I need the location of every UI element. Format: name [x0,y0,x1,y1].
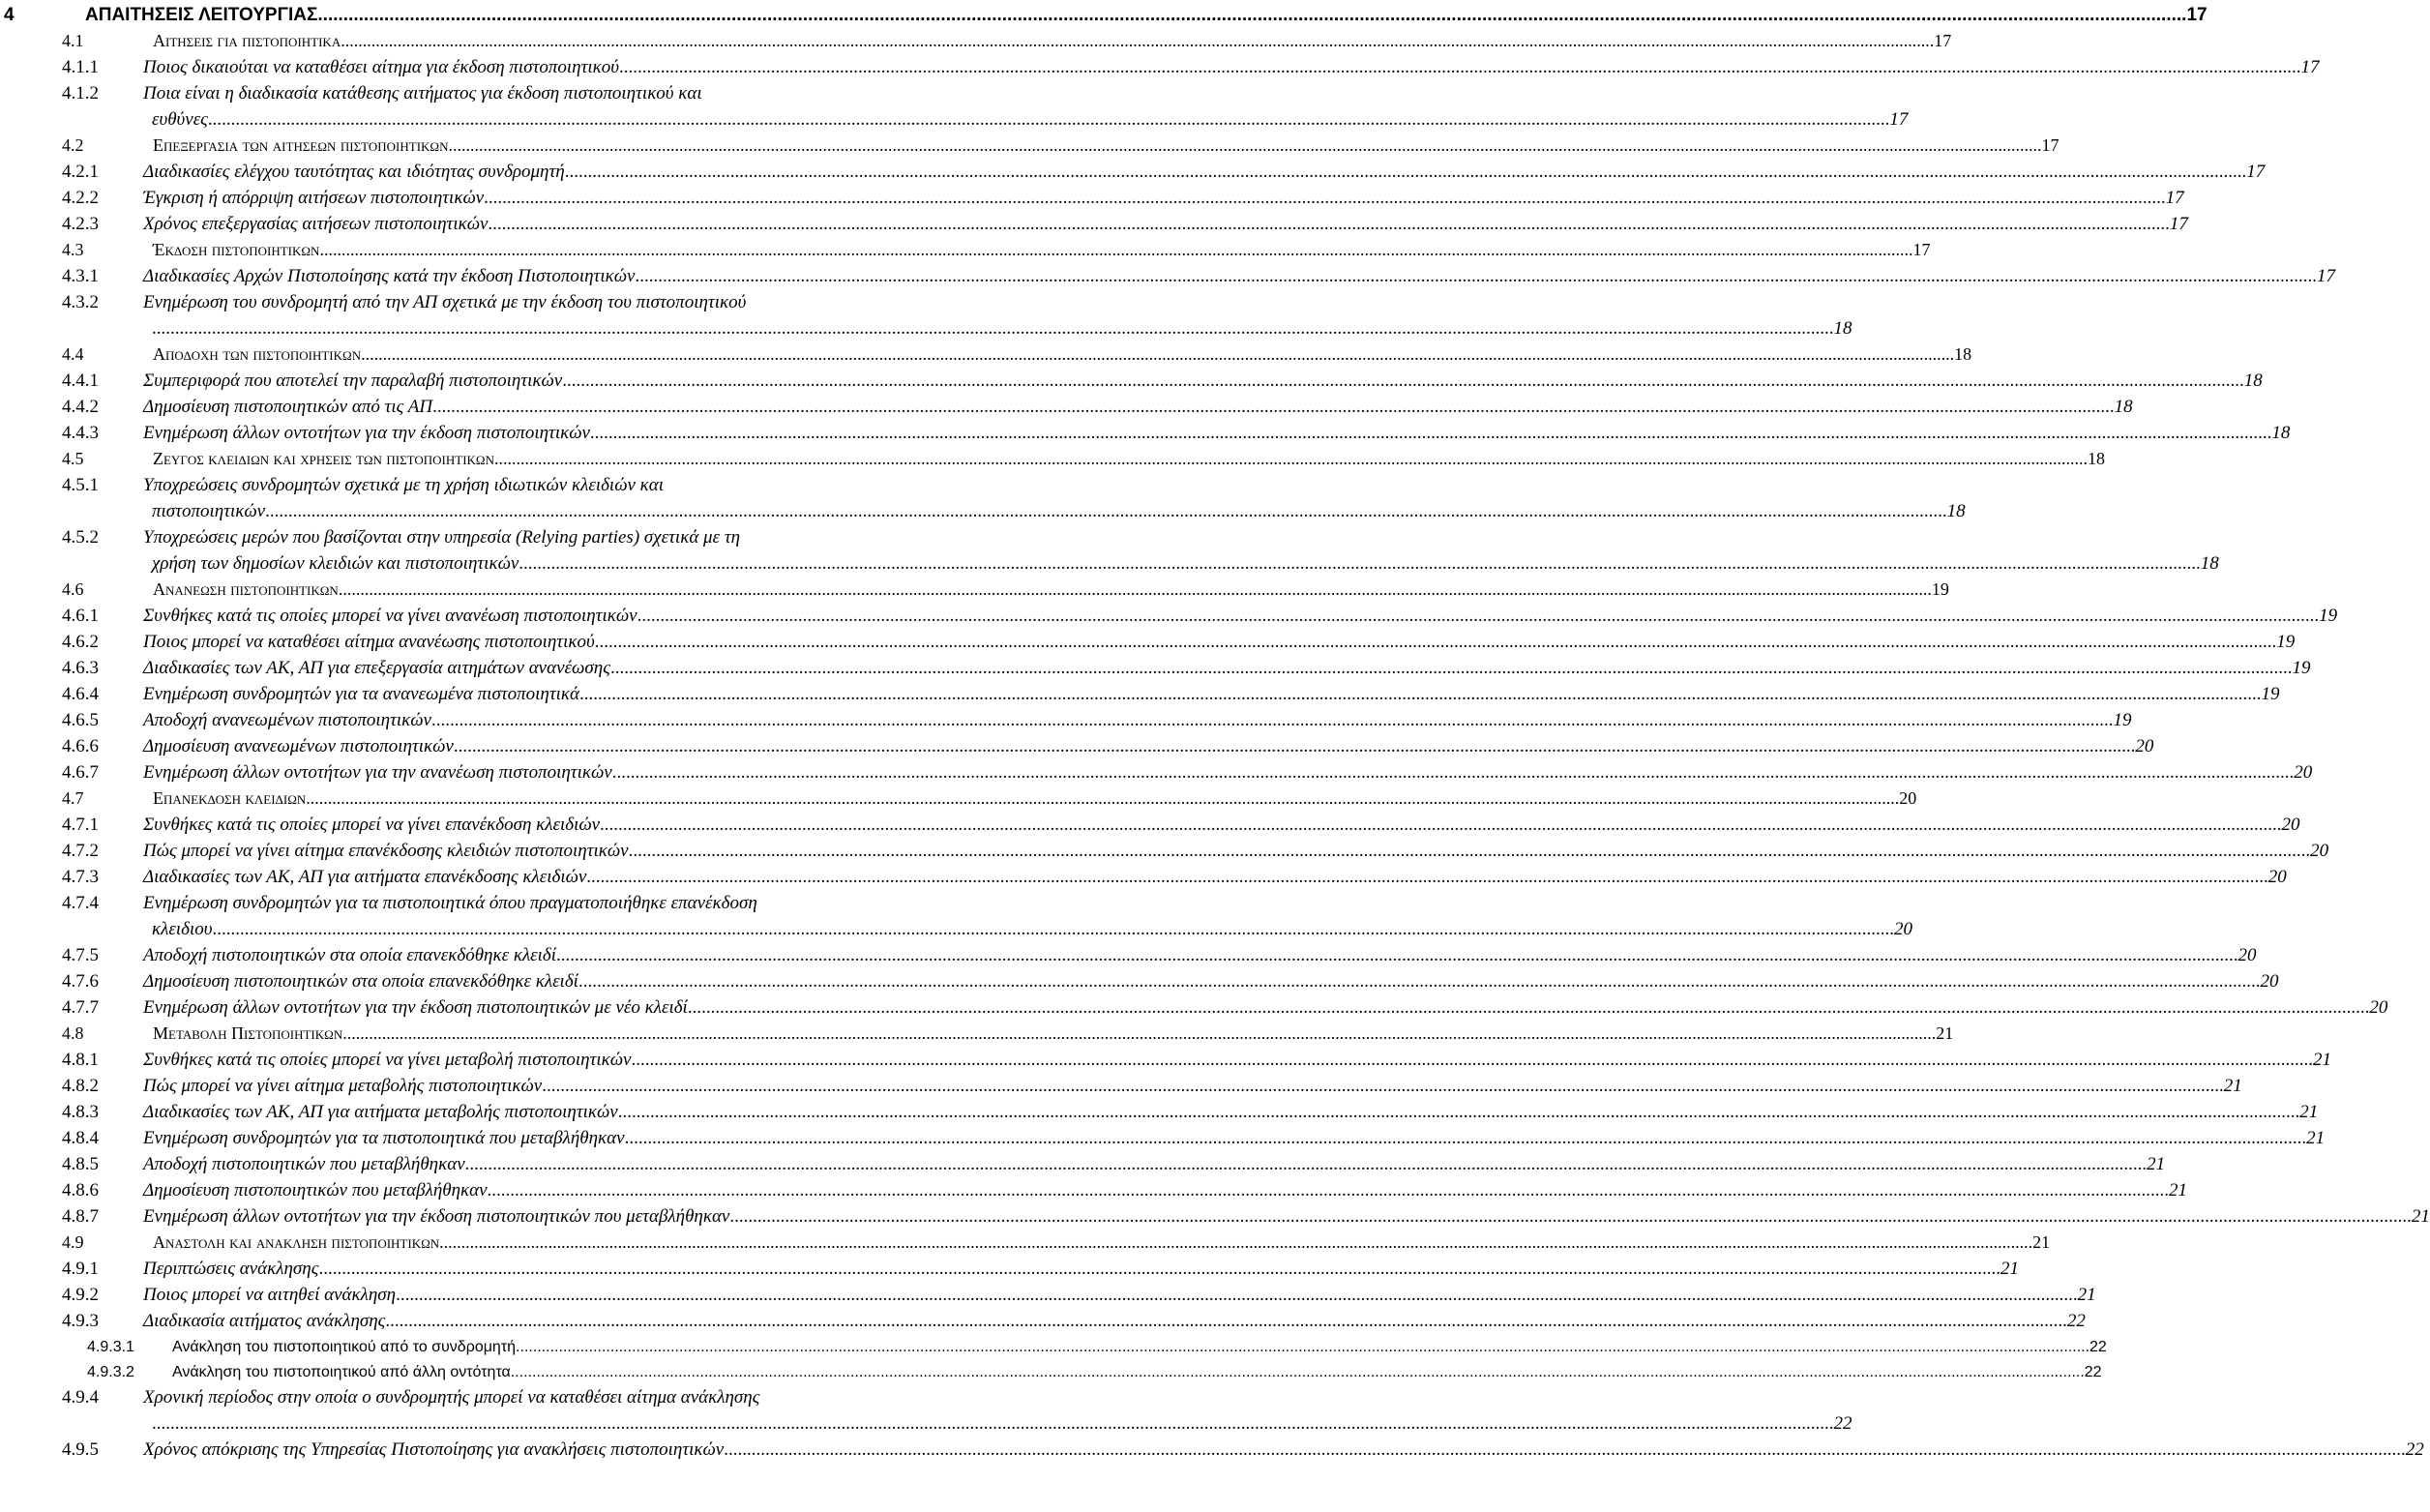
toc-page-number: 19 [2276,632,2296,652]
toc-entry[interactable] [0,890,1912,942]
toc-entry[interactable] [0,1047,2331,1073]
toc-leader-dots [385,1308,2067,1334]
toc-entry-title: Περιπτώσεις ανάκλησης [143,1259,319,1279]
toc-entry[interactable] [0,707,2132,733]
toc-entry-number: 4.6.1 [62,606,99,626]
toc-entry-number: 4.1 [62,31,84,50]
toc-leader-dots [556,942,2238,968]
toc-entry-number: 4.9.1 [62,1259,99,1279]
toc-entry-number: 4.4.2 [62,397,99,417]
toc-entry-number: 4.6.5 [62,710,99,730]
toc-entry-title: Έγκριση ή απόρριψη αιτήσεων πιστοποιητικών [143,188,485,208]
toc-entry-number: 4.4 [62,344,84,364]
toc-entry-title: Ποιος μπορεί να αιτηθεί ανάκληση [143,1285,397,1305]
toc-leader-dots [724,1437,2406,1463]
toc-entry-number: 4.9.5 [62,1439,99,1460]
toc-entry[interactable] [0,1177,2188,1203]
toc-entry-number: 4.9.3.1 [87,1339,134,1355]
toc-entry-number: 4.5 [62,449,84,468]
toc-leader-dots [516,1334,2089,1360]
toc-entry[interactable] [0,681,2280,707]
toc-leader-dots [631,1047,2313,1073]
toc-entry-title: Δημοσίευση ανανεωμένων πιστοποιητικών [143,736,454,756]
toc-page-number: 19 [2319,606,2338,626]
toc-entry[interactable] [0,341,1972,368]
toc-leader-dots [610,655,2293,681]
toc-page-number: 21 [2223,1076,2242,1096]
toc-page-number: 20 [2260,971,2279,992]
toc-page-number: 17 [1889,109,1909,130]
toc-entry-number: 4.7.2 [62,841,99,861]
toc-entry[interactable] [0,394,2133,420]
toc-page-number: 20 [2369,997,2388,1018]
toc-entry[interactable] [0,1203,2430,1230]
toc-entry-number: 4.8.5 [62,1154,99,1174]
toc-leader-dots [488,1177,2170,1203]
toc-entry-title: Δημοσίευση πιστοποιητικών στα οποία επανεκδόθηκε κλειδί [143,971,578,992]
toc-page-number: 17 [2165,188,2184,208]
toc-entry-title: Ενημέρωση άλλων οντοτήτων για την ανανέωση πιστοποιητικών [143,762,612,783]
toc-entry-number: 4.2.1 [62,162,99,182]
toc-leader-dots [488,211,2170,237]
toc-page-number: 20 [2310,841,2329,861]
toc-entry-number: 4.3.2 [62,292,99,312]
toc-entry-title: Ενημέρωση άλλων οντοτήτων για την έκδοση πιστοποιητικών που μεταβλήθηκαν [143,1206,730,1227]
toc-leader-dots [339,577,1932,603]
toc-leader-dots [579,681,2262,707]
toc-leader-dots [152,1410,1834,1437]
toc-entry-title: ΑΠΑΙΤΗΣΕΙΣ ΛΕΙΤΟΥΡΓΙΑΣ [85,5,318,25]
toc-leader-dots [465,1151,2148,1177]
toc-entry-number: 4.8.4 [62,1128,99,1148]
toc-entry-number: 4.3.1 [62,266,99,286]
toc-entry-title: Επανεκδοση κλειδιων [153,788,307,808]
toc-entry[interactable] [0,838,2329,864]
toc-entry[interactable] [0,759,2313,786]
toc-entry-title: Επεξεργασια των αιτησεων πιστοποιητικων [153,135,449,155]
toc-entry-number: 4.1.1 [62,57,99,77]
toc-entry-title: Συνθήκες κατά τις οποίες μπορεί να γίνει μεταβολή πιστοποιητικών [143,1050,632,1070]
toc-leader-dots [519,550,2201,577]
toc-entry[interactable] [0,577,1949,603]
toc-entry[interactable] [0,54,2320,80]
toc-entry-number: 4.9.4 [62,1387,99,1408]
toc-leader-dots [688,994,2370,1021]
toc-leader-dots [612,759,2295,786]
toc-entry-title-continuation: ευθύνες [152,109,208,130]
toc-entry-number: 4.8.3 [62,1102,99,1122]
toc-entry-title: Συνθήκες κατά τις οποίες μπορεί να γίνει επανέκδοση κλειδιών [143,815,601,835]
toc-page-number: 22 [2066,1311,2086,1331]
toc-entry[interactable] [0,629,2296,655]
toc-entry-number: 4.8 [62,1023,84,1043]
toc-leader-dots [152,315,1834,341]
toc-entry-title: Πώς μπορεί να γίνει αίτημα μεταβολής πιστοποιητικών [143,1076,543,1096]
toc-page-number: 20 [2281,815,2300,835]
toc-page-number: 20 [2135,736,2154,756]
toc-leader-dots [619,54,2301,80]
toc-entry-number: 4.7 [62,788,84,808]
toc-leader-dots [454,733,2136,759]
toc-entry[interactable] [0,80,1909,133]
toc-leader-dots [590,420,2272,446]
toc-entry-title: Χρόνος επεξεργασίας αιτήσεων πιστοποιητικών [143,214,489,234]
toc-leader-dots [265,498,1947,524]
toc-entry-number: 4.8.6 [62,1180,99,1201]
toc-leader-dots [635,263,2317,289]
toc-entry[interactable] [0,524,2219,577]
toc-entry[interactable] [0,1230,2051,1256]
toc-entry[interactable] [0,864,2287,890]
toc-entry-title: Ενημέρωση άλλων οντοτήτων για την έκδοση πιστοποιητικών [143,423,590,443]
toc-leader-dots [396,1282,2078,1308]
toc-entry-title: Ενημέρωση του συνδρομητή από την ΑΠ σχετικά με την έκδοση του πιστοποιητικού [143,292,747,312]
toc-entry-title: Ενημέρωση συνδρομητών για τα πιστοποιητικά που μεταβλήθηκαν [143,1128,625,1148]
toc-leader-dots [625,1125,2307,1151]
toc-entry[interactable] [0,420,2291,446]
toc-page-number: 20 [2294,762,2313,783]
toc-entry-number: 4.9.3.2 [87,1364,134,1380]
toc-leader-dots [439,1230,2032,1256]
toc-entry-number: 4.4.3 [62,423,99,443]
toc-entry-title: Αποδοχή πιστοποιητικών που μεταβλήθηκαν [143,1154,465,1174]
toc-leader-dots [484,185,2166,211]
toc-page-number: 18 [2114,397,2133,417]
toc-leader-dots [586,864,2268,890]
toc-page-number: 17 [2186,5,2208,25]
toc-entry[interactable] [0,1308,2086,1334]
toc-entry-number: 4.5.1 [62,475,99,495]
toc-page-number: 17 [2041,135,2060,155]
toc-page-number: 22 [1833,1413,1852,1434]
toc-entry-number: 4.6.2 [62,632,99,652]
toc-entry-number: 4.8.1 [62,1050,99,1070]
toc-entry[interactable] [0,28,1952,54]
toc-entry[interactable] [0,1099,2319,1125]
toc-entry-number: 4.9.2 [62,1285,99,1305]
toc-entry-title: Μεταβολη Πιστοποιητικων [153,1023,343,1043]
toc-entry-number: 4.3 [62,240,84,259]
toc-page-number: 19 [1931,579,1949,599]
toc-leader-dots [317,2,2186,28]
toc-entry[interactable] [0,942,2257,968]
toc-entry-number: 4.6.4 [62,684,99,704]
toc-entry[interactable] [0,786,1917,812]
toc-page-number: 18 [1833,318,1852,339]
toc-leader-dots [212,916,1894,942]
toc-page-number: 17 [1912,240,1931,259]
toc-entry[interactable] [0,655,2311,681]
toc-entry-title: Διαδικασίες ελέγχου ταυτότητας και ιδιότητας συνδρομητή [143,162,565,182]
toc-entry-title: Υποχρεώσεις συνδρομητών σχετικά με τη χρήση ιδιωτικών κλειδιών και [143,475,665,495]
toc-entry-title: Χρόνος απόκρισης της Υπηρεσίας Πιστοποίησης για ανακλήσεις πιστοποιητικών [143,1439,725,1460]
toc-entry-number: 4.7.6 [62,971,99,992]
toc-entry-number: 4.7.1 [62,815,99,835]
toc-entry-title: Ποιος μπορεί να καταθέσει αίτημα ανανέωσης πιστοποιητικού [143,632,595,652]
toc-entry[interactable] [0,368,2263,394]
toc-entry-title: Χρονική περίοδος στην οποία ο συνδρομητής μπορεί να καταθέσει αίτημα ανάκλησης [143,1387,760,1408]
toc-entry-title: Ενημέρωση συνδρομητών για τα ανανεωμένα πιστοποιητικά [143,684,580,704]
toc-entry-number: 4 [4,5,15,25]
toc-page-number: 18 [2243,371,2263,391]
toc-page-number: 19 [2113,710,2132,730]
toc-page-number: 17 [2316,266,2335,286]
toc-leader-dots [562,368,2244,394]
toc-leader-dots [361,341,1954,368]
toc-entry-number: 4.7.7 [62,997,99,1018]
toc-page-number: 18 [1954,344,1972,364]
toc-page-number: 17 [2169,214,2188,234]
toc-entry-title: Διαδικασίες των ΑΚ, ΑΠ για αιτήματα επανέκδοσης κλειδιών [143,867,587,887]
toc-entry[interactable] [0,1073,2242,1099]
toc-entry-title: Αναστολη και ανακληση πιστοποιητικων [153,1232,440,1252]
toc-entry[interactable] [0,289,1852,341]
toc-page-number: 20 [1893,919,1912,939]
toc-entry[interactable] [0,1125,2326,1151]
toc-entry-number: 4.4.1 [62,371,99,391]
toc-entry[interactable] [0,994,2388,1021]
toc-leader-dots [511,1359,2085,1385]
toc-page-number: 21 [2312,1050,2331,1070]
toc-entry[interactable] [0,263,2335,289]
toc-leader-dots [208,106,1890,133]
toc-page-number: 21 [2299,1102,2319,1122]
toc-entry-number: 4.6 [62,579,84,599]
toc-entry-title: Δημοσίευση πιστοποιητικών που μεταβλήθηκαν [143,1180,488,1201]
toc-entry[interactable] [0,1256,2019,1282]
toc-leader-dots [637,603,2320,629]
toc-page-number: 20 [1899,788,1917,808]
toc-entry-number: 4.6.6 [62,736,99,756]
toc-entry[interactable] [0,1334,2107,1360]
toc-page-number: 18 [2200,553,2219,574]
toc-leader-dots [431,707,2114,733]
toc-entry[interactable] [0,472,1966,524]
toc-entry-title: Ανάκληση του πιστοποιητικού από άλλη οντότητα [172,1364,511,1380]
toc-entry-title: Συμπεριφορά που αποτελεί την παραλαβή πιστοποιητικών [143,371,563,391]
toc-page-number: 21 [2032,1232,2051,1252]
toc-entry[interactable] [0,133,2060,159]
toc-entry-number: 4.7.4 [62,893,99,913]
toc-entry[interactable] [0,237,1931,263]
toc-entry-title: Συνθήκες κατά τις οποίες μπορεί να γίνει ανανέωση πιστοποιητικών [143,606,637,626]
toc-leader-dots [318,1256,2000,1282]
toc-page-number: 18 [2271,423,2291,443]
toc-page-number: 17 [2300,57,2320,77]
toc-page-number: 21 [2000,1259,2019,1279]
toc-entry-title: Διαδικασίες Αρχών Πιστοποίησης κατά την έκδοση Πιστοποιητικών [143,266,636,286]
toc-entry-title: Ανάκληση του πιστοποιητικού από το συνδρομητή [172,1339,517,1355]
toc-page-number: 21 [2147,1154,2166,1174]
toc-leader-dots [618,1099,2300,1125]
toc-page-number: 17 [2246,162,2266,182]
toc-entry[interactable] [0,446,2105,472]
toc-page-number: 18 [2087,449,2105,468]
toc-entry-title: Έκδοση πιστοποιητικων [153,240,320,259]
toc-page-number: 17 [1934,31,1952,50]
toc-entry[interactable] [0,812,2300,838]
toc-entry-number: 4.8.2 [62,1076,99,1096]
toc-entry-title: Διαδικασία αιτήματος ανάκλησης [143,1311,386,1331]
toc-entry-number: 4.9.3 [62,1311,99,1331]
toc-leader-dots [595,629,2277,655]
toc-entry-title: Πώς μπορεί να γίνει αίτημα επανέκδοσης κλειδιών πιστοποιητικών [143,841,629,861]
toc-leader-dots [629,838,2311,864]
toc-page-number: 22 [2089,1339,2107,1355]
toc-entry-title: Αποδοχή πιστοποιητικών στα οποία επανεκδόθηκε κλειδί [143,945,557,965]
toc-entry-number: 4.2.2 [62,188,99,208]
toc-leader-dots [494,446,2088,472]
toc-entry[interactable] [0,185,2184,211]
toc-entry[interactable] [0,1384,1852,1437]
toc-entry[interactable] [0,1151,2166,1177]
toc-leader-dots [448,133,2041,159]
toc-page-number: 19 [2292,658,2311,678]
toc-entry[interactable] [0,1282,2096,1308]
toc-page-number: 22 [2084,1364,2102,1380]
toc-entry-title: Διαδικασίες των ΑΚ, ΑΠ για αιτήματα μεταβολής πιστοποιητικών [143,1102,618,1122]
toc-entry-title: Ζευγος κλειδιων και χρησεις των πιστοποιητικων [153,449,494,468]
toc-leader-dots [542,1073,2224,1099]
toc-entry-title: Ανανεωση πιστοποιητικων [153,579,339,599]
toc-entry-title-continuation: πιστοποιητικών [152,501,266,521]
toc-page-number: 21 [2077,1285,2096,1305]
toc-leader-dots [342,1021,1936,1047]
toc-entry[interactable] [0,968,2279,994]
toc-entry-title: Ποια είναι η διαδικασία κατάθεσης αιτήματος για έκδοση πιστοποιητικού και [143,83,702,104]
toc-entry-title: Αποδοχη των πιστοποιητικων [153,344,362,364]
toc-entry-number: 4.2.3 [62,214,99,234]
toc-entry[interactable] [0,1437,2424,1463]
toc-entry-title: Διαδικασίες των ΑΚ, ΑΠ για επεξεργασία αιτημάτων ανανέωσης [143,658,610,678]
toc-leader-dots [729,1203,2412,1230]
toc-page-number: 20 [2237,945,2257,965]
toc-entry[interactable] [0,733,2154,759]
toc-entry[interactable] [0,159,2266,185]
toc-page-number: 21 [2169,1180,2188,1201]
toc-entry[interactable] [0,211,2188,237]
toc-entry-title: Ενημέρωση άλλων οντοτήτων για την έκδοση πιστοποιητικών με νέο κλειδί [143,997,688,1018]
toc-entry[interactable] [0,1359,2102,1385]
toc-entry-number: 4.6.3 [62,658,99,678]
toc-leader-dots [341,28,1934,54]
toc-entry-title: Αποδοχή ανανεωμένων πιστοποιητικών [143,710,431,730]
toc-leader-dots [578,968,2261,994]
toc-entry-title: Ποιος δικαιούται να καταθέσει αίτημα για έκδοση πιστοποιητικού [143,57,620,77]
toc-entry-title: Δημοσίευση πιστοποιητικών από τις ΑΠ [143,397,433,417]
toc-page-number: 22 [2405,1439,2424,1460]
toc-page-number: 21 [2306,1128,2326,1148]
toc-entry-number: 4.6.7 [62,762,99,783]
toc-entry-number: 4.9 [62,1232,84,1252]
toc-entry-title-continuation: χρήση των δημοσίων κλειδιών και πιστοποιητικών [152,553,519,574]
toc-page-number: 20 [2267,867,2287,887]
toc-leader-dots [432,394,2115,420]
toc-entry-title: Ενημέρωση συνδρομητών για τα πιστοποιητικά όπου πραγματοποιήθηκε επανέκδοση [143,893,757,913]
toc-entry-title-continuation: κλειδιου [152,919,213,939]
toc-leader-dots [565,159,2247,185]
toc-leader-dots [600,812,2282,838]
toc-page-number: 21 [2411,1206,2430,1227]
toc-leader-dots [306,786,1899,812]
toc-entry-number: 4.7.3 [62,867,99,887]
toc-entry[interactable] [0,603,2338,629]
toc-entry-number: 4.2 [62,135,84,155]
toc-page-number: 19 [2261,684,2280,704]
toc-entry-number: 4.5.2 [62,527,99,548]
toc-page-number: 21 [1936,1023,1954,1043]
toc-entry-number: 4.7.5 [62,945,99,965]
toc-entry-number: 4.1.2 [62,83,99,104]
toc-leader-dots [319,237,1912,263]
toc-entry-title: Αιτησεις για πιστοποιητικα [153,31,341,50]
toc-entry-number: 4.8.7 [62,1206,99,1227]
toc-entry[interactable] [0,2,2208,28]
toc-entry[interactable] [0,1021,1954,1047]
toc-page-number: 18 [1946,501,1966,521]
toc-entry-title: Υποχρεώσεις μερών που βασίζονται στην υπηρεσία (Relying parties) σχετικά με τη [143,527,741,548]
